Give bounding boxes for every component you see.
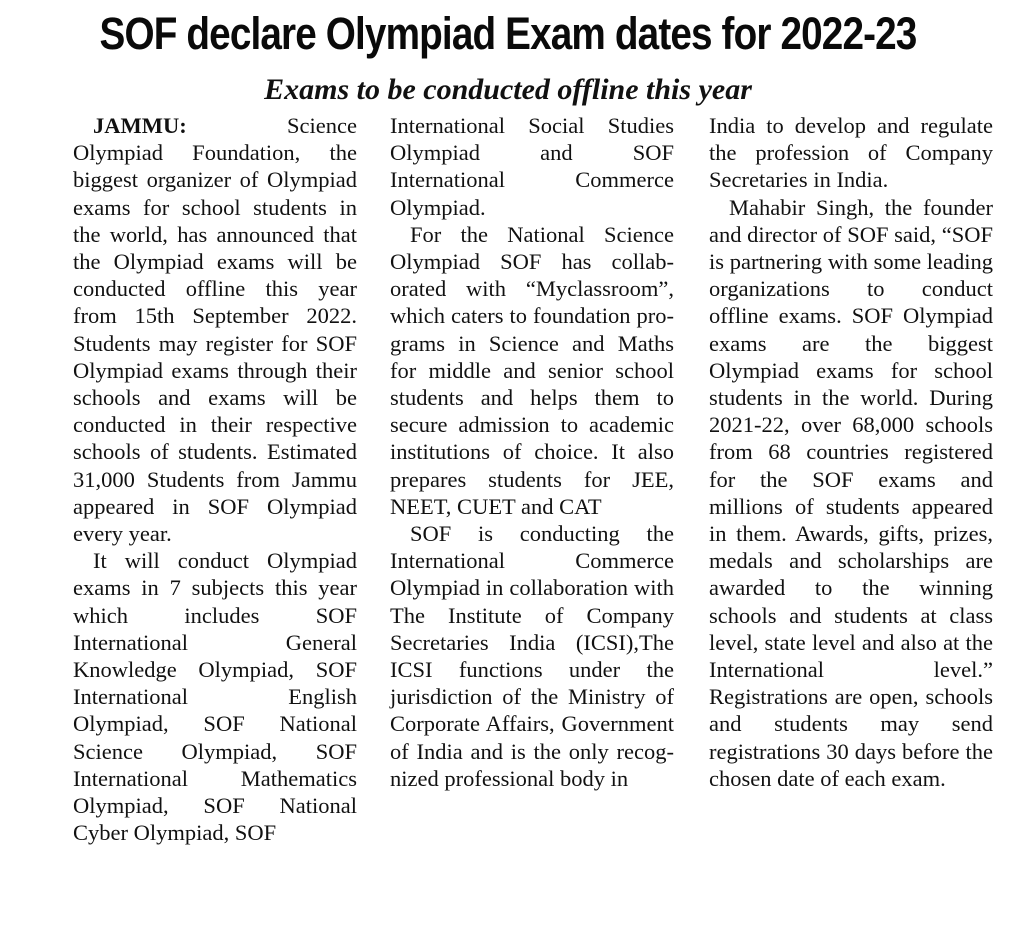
dateline: JAMMU: xyxy=(93,113,187,138)
article-column-2 xyxy=(390,112,674,792)
article-paragraph: India to develop and regulate the profession of Company Secretaries in India. xyxy=(709,113,993,193)
article-paragraph: SOF is conducting the International Commerce Olympiad in collaboration with The Institute of Company Secretaries India (ICSI),The ICSI functions under the jurisdiction of the Ministry of Corporate Affairs, Government of India and is the only recognized professional body in xyxy=(390,521,674,791)
article-paragraph: For the National Science Olympiad SOF has collaborated with “Myclassroom”, which caters to foundation programs in Science and Maths for middle and senior school students and helps them to secure admission to academic institutions of choice. It also prepares students for JEE, NEET, CUET and CAT xyxy=(390,221,674,519)
article-paragraph: Mahabir Singh, the founder and director of SOF said, “SOF is partnering with some leading organizations to conduct offline exams. SOF Olympiad exams are the biggest Olympiad exams for school students in the world. During 2021-22, over 68,000 schools from 68 countries registered for the SOF exams and millions of students appeared in them. Awards, gifts, prizes, medals and scholarships are awarded to the winning schools and students at class level, state level and also at the International level.” Registrations are open, schools and students may send registrations 30 days before the chosen date of each exam. xyxy=(709,194,993,791)
article-column-1 xyxy=(73,112,357,846)
article-column-3 xyxy=(709,112,993,792)
article-paragraph: It will conduct Olympiad exams in 7 subjects this year which includes SOF International General Knowledge Olympiad, SOF International English Olympiad, SOF National Science Olympiad, SOF International Mathematics Olympiad, SOF National Cyber Olympiad, SOF xyxy=(73,548,357,846)
article-paragraph: International Social Studies Olympiad and SOF International Commerce Olympiad. xyxy=(390,113,674,220)
subheadline: Exams to be conducted offline this year xyxy=(264,73,752,106)
paragraph-text: Science Olympiad Foundation, the biggest organizer of Olympiad exams for school students in the world, has announced that the Olympiad exams will be conducted offline this year from 15th September 2022. Students may register for SOF Olympiad exams through their schools and exams will be conducted in their respective schools of students. Estimated 31,000 Students from Jammu appeared in SOF Olympiad every year. xyxy=(73,113,357,547)
article-paragraph xyxy=(73,112,357,547)
headline: SOF declare Olympiad Exam dates for 2022-23 xyxy=(99,8,917,59)
